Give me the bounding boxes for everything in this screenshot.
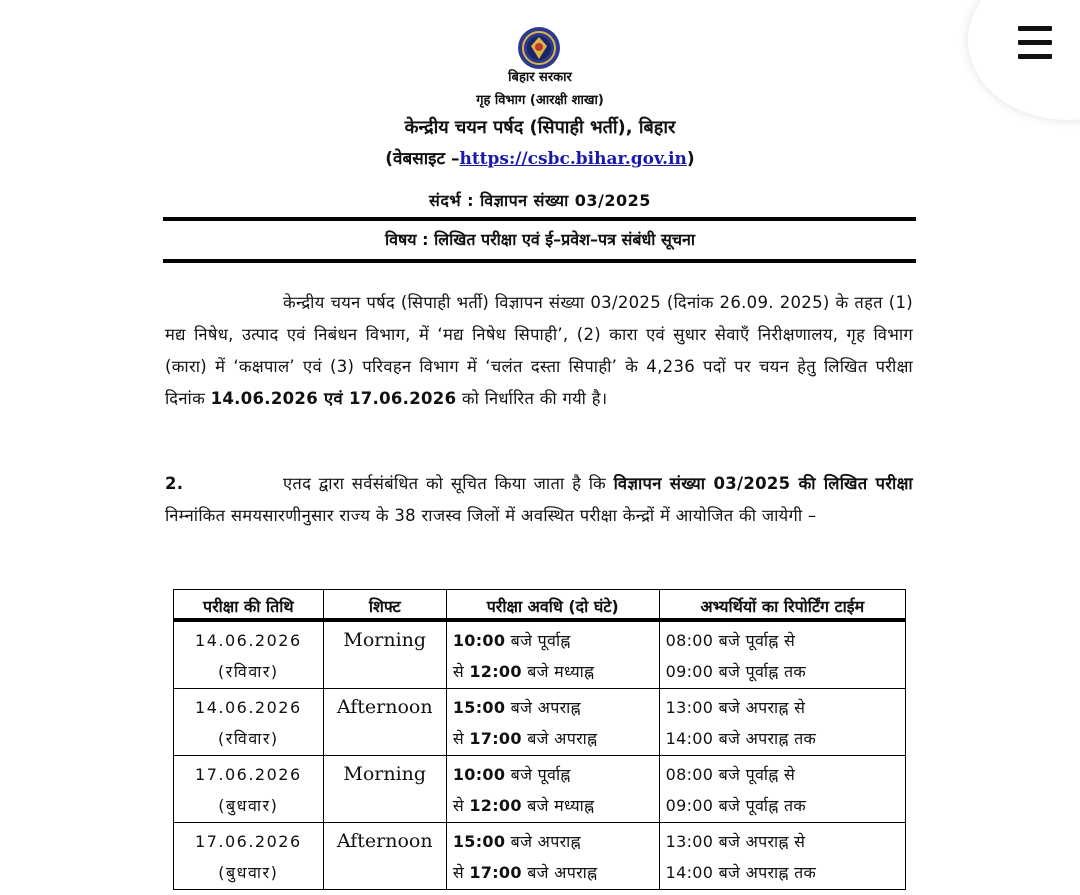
start-time: 10:00 <box>452 631 506 650</box>
table-row <box>174 689 906 756</box>
paragraph-2-end: निम्नांकित समयसारणीनुसार राज्य के 38 राजस्व जिलों में अवस्थित परीक्षा केन्द्रों में आयोजित की जायेगी – <box>165 506 817 525</box>
advert-exam-bold: विज्ञापन संख्या 03/2025 की लिखित परीक्षा <box>613 474 913 493</box>
header-date: परीक्षा की तिथि <box>174 590 324 622</box>
end-label: बजे मध्याह्न <box>527 796 595 815</box>
bihar-police-emblem-icon <box>517 26 561 70</box>
paragraph-number: 2. <box>165 474 184 493</box>
to-label: से <box>452 796 464 815</box>
reporting-until: 14:00 बजे अपराह्न तक <box>665 729 817 748</box>
to-label: से <box>452 729 464 748</box>
menu-bar <box>1018 54 1052 59</box>
date-cell <box>174 756 324 823</box>
bottom-rule <box>163 259 916 263</box>
exam-dates: 14.06.2026 एवं 17.06.2026 <box>210 389 457 408</box>
exam-day: (बुधवार) <box>218 863 279 882</box>
subject-line: विषय : लिखित परीक्षा एवं ई–प्रवेश–पत्र संबंधी सूचना <box>384 230 696 249</box>
website-suffix: ) <box>686 149 695 169</box>
start-time: 10:00 <box>452 765 506 784</box>
to-label: से <box>452 662 464 681</box>
exam-date: 14.06.2026 <box>195 631 302 650</box>
reference-line: संदर्भ : विज्ञापन संख्या 03/2025 <box>429 191 651 210</box>
start-label: बजे अपराह्न <box>510 698 581 717</box>
table-header-row <box>174 590 906 622</box>
date-cell <box>174 689 324 756</box>
exam-date: 17.06.2026 <box>195 832 302 851</box>
reporting-cell <box>659 756 905 823</box>
shift-cell: Morning <box>323 622 446 689</box>
shift-cell: Afternoon <box>323 689 446 756</box>
duration-cell <box>446 756 659 823</box>
exam-date: 17.06.2026 <box>195 765 302 784</box>
reporting-from: 13:00 बजे अपराह्न से <box>665 832 806 851</box>
website-prefix: (वेबसाइट – <box>385 149 460 169</box>
government-name: बिहार सरकार <box>508 70 572 85</box>
start-label: बजे अपराह्न <box>510 832 581 851</box>
reporting-cell <box>659 622 905 689</box>
table-row <box>174 756 906 823</box>
reporting-from: 08:00 बजे पूर्वाह्न से <box>665 631 796 650</box>
exam-day: (रविवार) <box>218 729 279 748</box>
end-label: बजे अपराह्न <box>527 863 598 882</box>
paragraph-1-ending: को निर्धारित की गयी है। <box>461 389 608 408</box>
end-time: 12:00 <box>469 662 522 681</box>
start-time: 15:00 <box>452 698 506 717</box>
exam-day: (बुधवार) <box>218 796 279 815</box>
to-label: से <box>452 863 464 882</box>
table-row <box>174 622 906 689</box>
header-duration: परीक्षा अवधि (दो घंटे) <box>446 590 659 622</box>
shift-cell: Morning <box>323 756 446 823</box>
paragraph-1 <box>165 287 913 415</box>
reporting-from: 13:00 बजे अपराह्न से <box>665 698 806 717</box>
shift-cell: Afternoon <box>323 823 446 890</box>
start-label: बजे पूर्वाह्न <box>510 631 571 650</box>
paragraph-2-start: एतद द्वारा सर्वसंबंधित को सूचित किया जाता है कि <box>283 474 606 493</box>
exam-schedule-table <box>173 589 906 890</box>
duration-cell <box>446 689 659 756</box>
exam-day: (रविवार) <box>218 662 279 681</box>
table-row <box>174 823 906 890</box>
menu-bar <box>1018 26 1052 31</box>
reporting-from: 08:00 बजे पूर्वाह्न से <box>665 765 796 784</box>
reporting-until: 14:00 बजे अपराह्न तक <box>665 863 817 882</box>
website-link[interactable]: https://csbc.bihar.gov.in <box>459 149 687 169</box>
board-name: केन्द्रीय चयन पर्षद (सिपाही भर्ती), बिहार <box>404 117 676 138</box>
website-line <box>0 146 1080 169</box>
paragraph-2 <box>165 468 913 532</box>
top-rule <box>163 217 916 221</box>
date-cell <box>174 622 324 689</box>
end-label: बजे अपराह्न <box>527 729 598 748</box>
header-reporting: अभ्यर्थियों का रिपोर्टिंग टाईम <box>659 590 905 622</box>
end-time: 17:00 <box>469 863 522 882</box>
start-label: बजे पूर्वाह्न <box>510 765 571 784</box>
menu-bar <box>1018 40 1052 45</box>
reporting-until: 09:00 बजे पूर्वाह्न तक <box>665 662 806 681</box>
hamburger-menu-icon[interactable] <box>1012 22 1058 66</box>
paragraph-1-text: केन्द्रीय चयन पर्षद (सिपाही भर्ती) विज्ञापन संख्या 03/2025 (दिनांक 26.09. 2025) के तहत (1) मद्य निषेध, उत्पाद एवं निबंधन विभाग, में ‘मद्य निषेध सिपाही’, (2) कारा एवं सुधार सेवाएँ निरीक्षणालय, गृह विभाग (कारा) में ‘कक्षपाल’ एवं (3) परिवहन विभाग में ‘चलंत दस्ता सिपाही’ के 4,236 पदों पर चयन हेतु लिखित परीक्षा दिनांक <box>165 293 913 408</box>
end-time: 12:00 <box>469 796 522 815</box>
end-label: बजे मध्याह्न <box>527 662 595 681</box>
start-time: 15:00 <box>452 832 506 851</box>
duration-cell <box>446 622 659 689</box>
exam-date: 14.06.2026 <box>195 698 302 717</box>
end-time: 17:00 <box>469 729 522 748</box>
date-cell <box>174 823 324 890</box>
reporting-cell <box>659 823 905 890</box>
reporting-until: 09:00 बजे पूर्वाह्न तक <box>665 796 806 815</box>
header-shift: शिफ्ट <box>323 590 446 622</box>
reporting-cell <box>659 689 905 756</box>
department-name: गृह विभाग (आरक्षी शाखा) <box>476 93 604 108</box>
duration-cell <box>446 823 659 890</box>
